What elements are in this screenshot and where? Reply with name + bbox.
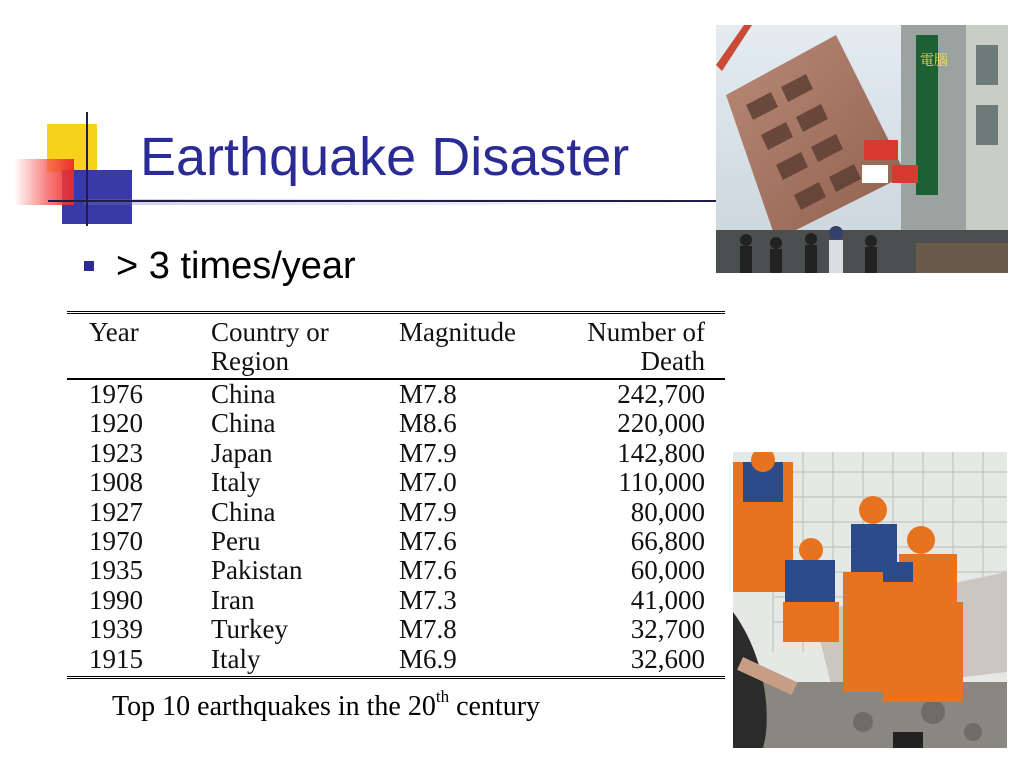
cell-year: 1970 [89,526,143,557]
decorative-vertical-line [86,112,88,226]
caption-text: Top 10 earthquakes in the 20 [112,691,436,722]
header-magnitude: Magnitude [399,317,516,347]
cell-country: Italy [211,645,399,678]
table-row [67,379,725,409]
cell-country: Turkey [211,614,289,645]
cell-deaths: 220,000 [617,408,705,439]
cell-magnitude: M7.6 [399,526,457,557]
cell-year: 1920 [89,408,143,439]
cell-deaths: 41,000 [630,584,705,615]
cell-country: Peru [211,526,261,557]
cell-magnitude: M8.6 [399,408,457,439]
bullet-item [84,243,356,289]
caption-text-end: century [449,691,541,722]
cell-magnitude: M7.9 [399,437,457,468]
cell-country: Pakistan [211,555,303,586]
cell-deaths: 80,000 [630,496,705,527]
cell-magnitude: M7.9 [399,496,457,527]
header-magnitude-cont [399,347,579,379]
cell-year: 1935 [89,555,143,586]
table-row [67,498,725,527]
header-region: Region [211,347,399,379]
collapsed-building-photo [716,25,1008,273]
cell-year: 1923 [89,437,143,468]
cell-year: 1915 [67,645,211,678]
title-underline [48,200,718,202]
cell-deaths: 242,700 [617,379,705,409]
table-row [67,645,725,678]
slide-title: Earthquake Disaster [140,127,630,187]
table-caption [112,687,541,723]
cell-deaths: 66,800 [630,526,705,557]
sign-text: 電腦 [920,53,948,69]
cell-magnitude: M7.0 [399,467,457,498]
table-body [67,379,725,678]
cell-year: 1990 [89,584,143,615]
cell-country: China [211,496,276,527]
square-bullet-icon [84,261,94,271]
cell-year: 1908 [89,467,143,498]
table-header-row [67,313,725,348]
cell-country: Iran [211,584,255,615]
earthquake-table [67,311,725,679]
cell-year: 1976 [89,379,143,409]
cell-country: Japan [211,437,273,468]
table-header-row [67,347,725,379]
table-row [67,615,725,644]
cell-country: China [211,408,276,439]
header-death: Death [579,347,725,379]
cell-deaths: 32,600 [579,645,725,678]
cell-deaths: 142,800 [617,437,705,468]
decorative-red-square [14,159,74,205]
cell-deaths: 110,000 [618,467,705,498]
table-row [67,527,725,556]
cell-magnitude: M7.8 [399,614,457,645]
rescue-workers-photo [733,452,1007,748]
cell-magnitude: M7.8 [399,379,457,409]
header-deaths: Number of [587,317,705,347]
cell-magnitude: M7.6 [399,555,457,586]
table-row [67,556,725,585]
bullet-text: > 3 times/year [116,244,356,287]
cell-country: Italy [211,467,261,498]
table-row [67,439,725,468]
cell-magnitude: M6.9 [399,645,579,678]
header-year-cont [67,347,211,379]
cell-magnitude: M7.3 [399,584,457,615]
table-row [67,586,725,615]
cell-year: 1939 [89,614,143,645]
table-row [67,468,725,497]
header-year: Year [89,317,139,347]
cell-country: China [211,379,276,409]
caption-superscript: th [435,687,450,706]
table-row [67,409,725,438]
cell-deaths: 60,000 [630,555,705,586]
header-country: Country or [211,317,329,347]
cell-deaths: 32,700 [630,614,705,645]
cell-year: 1927 [89,496,143,527]
